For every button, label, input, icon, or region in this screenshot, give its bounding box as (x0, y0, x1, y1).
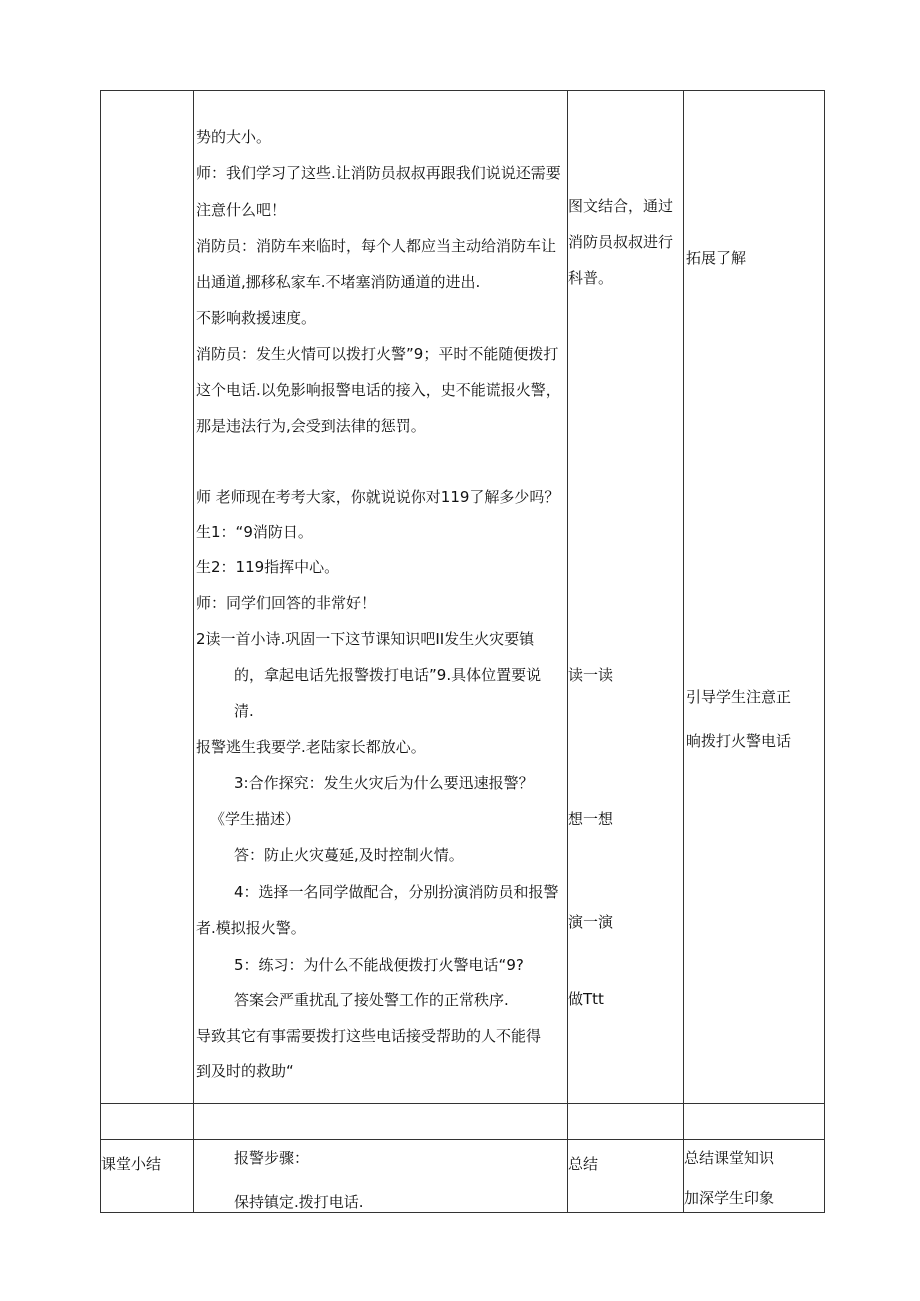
empty-cell (568, 1104, 684, 1140)
process-line: 5：练习：为什么不能战便拨打火警电话“9? (234, 956, 524, 974)
summary-stage-label: 课堂小结 (101, 1155, 162, 1173)
summary-intent-line: 总结课堂知识 (684, 1149, 775, 1167)
process-line: 这个电话.以免影响报警电话的接入，史不能谎报火警， (196, 381, 561, 399)
method-line: 做Ttt (568, 990, 604, 1008)
intent-line: 引导学生注意正 (686, 688, 792, 706)
process-line: 师：同学们回答的非常好！ (196, 594, 377, 612)
process-line: 注意什么吧！ (196, 201, 287, 219)
process-line: 答案会严重扰乱了接处警工作的正常秩序. (234, 991, 509, 1009)
process-line: 导致其它有事需要拨打这些电话接受帮助的人不能得 (196, 1027, 542, 1045)
process-line: 报警逃生我要学.老陆家长都放心。 (196, 738, 426, 756)
summary-stage-cell (101, 1140, 194, 1213)
summary-process-line: 报警步骤： (234, 1149, 310, 1167)
method-line: 消防员叔叔进行 (568, 233, 674, 251)
process-line: 生1：“9消防日。 (196, 523, 313, 541)
summary-intent-cell (684, 1140, 825, 1213)
summary-process-line: 保持镇定.拨打电话. (234, 1193, 364, 1211)
empty-cell (194, 1104, 568, 1140)
process-line: 《学生描述） (210, 810, 301, 828)
summary-method-label: 总结 (568, 1155, 599, 1173)
process-line: 生2：119指挥中心。 (196, 558, 340, 576)
empty-cell (101, 1104, 194, 1140)
summary-process-cell (194, 1140, 568, 1213)
intent-cell (684, 91, 825, 1104)
process-line: 答：防止火灾蔓延,及时控制火情。 (234, 846, 464, 864)
lesson-plan-table (100, 90, 820, 1213)
method-cell (568, 91, 684, 1104)
process-line: 清. (234, 702, 254, 720)
table-row-empty (101, 1104, 825, 1140)
method-line: 想一想 (568, 810, 614, 828)
method-line: 科普。 (568, 269, 614, 287)
method-line: 读一读 (568, 666, 614, 684)
process-line: 2读一首小诗.巩固一下这节课知识吧II发生火灾要镇 (196, 630, 535, 648)
process-line: 势的大小。 (196, 128, 272, 146)
process-line: 师：我们学习了这些.让消防员叔叔再跟我们说说还需要 (196, 164, 561, 182)
empty-cell (684, 1104, 825, 1140)
table-row-summary (101, 1140, 825, 1213)
process-line: 到及时的救助“ (196, 1062, 294, 1080)
process-line: 不影响救援速度。 (196, 309, 317, 327)
intent-line: 晌拨打火警电话 (686, 732, 792, 750)
method-line: 图文结合，通过 (568, 197, 674, 215)
method-line: 演一演 (568, 913, 614, 931)
process-line: 师 老师现在考考大家，你就说说你对119了解多少吗？ (196, 488, 560, 506)
process-line: 3:合作探究：发生火灾后为什么要迅速报警？ (234, 774, 534, 792)
summary-intent-line: 加深学生印象 (684, 1189, 775, 1207)
process-line: 消防员：发生火情可以拨打火警”9；平时不能随便拨打 (196, 345, 559, 363)
process-line: 的，拿起电话先报警拨打电话”9.具体位置要说 (234, 666, 542, 684)
process-line: 那是违法行为,会受到法律的惩罚。 (196, 417, 426, 435)
stage-cell (101, 91, 194, 1104)
process-line: 出通道,挪移私家车.不堵塞消防通道的进出. (196, 273, 481, 291)
process-line: 消防员：消防车来临时，每个人都应当主动给消防车让 (196, 237, 557, 255)
summary-method-cell (568, 1140, 684, 1213)
intent-line: 拓展了解 (686, 249, 747, 267)
table-row-activities (101, 91, 825, 1104)
process-cell (194, 91, 568, 1104)
process-line: 者.模拟报火警。 (196, 919, 306, 937)
process-line: 4：选择一名同学做配合，分别扮演消防员和报警 (234, 883, 559, 901)
